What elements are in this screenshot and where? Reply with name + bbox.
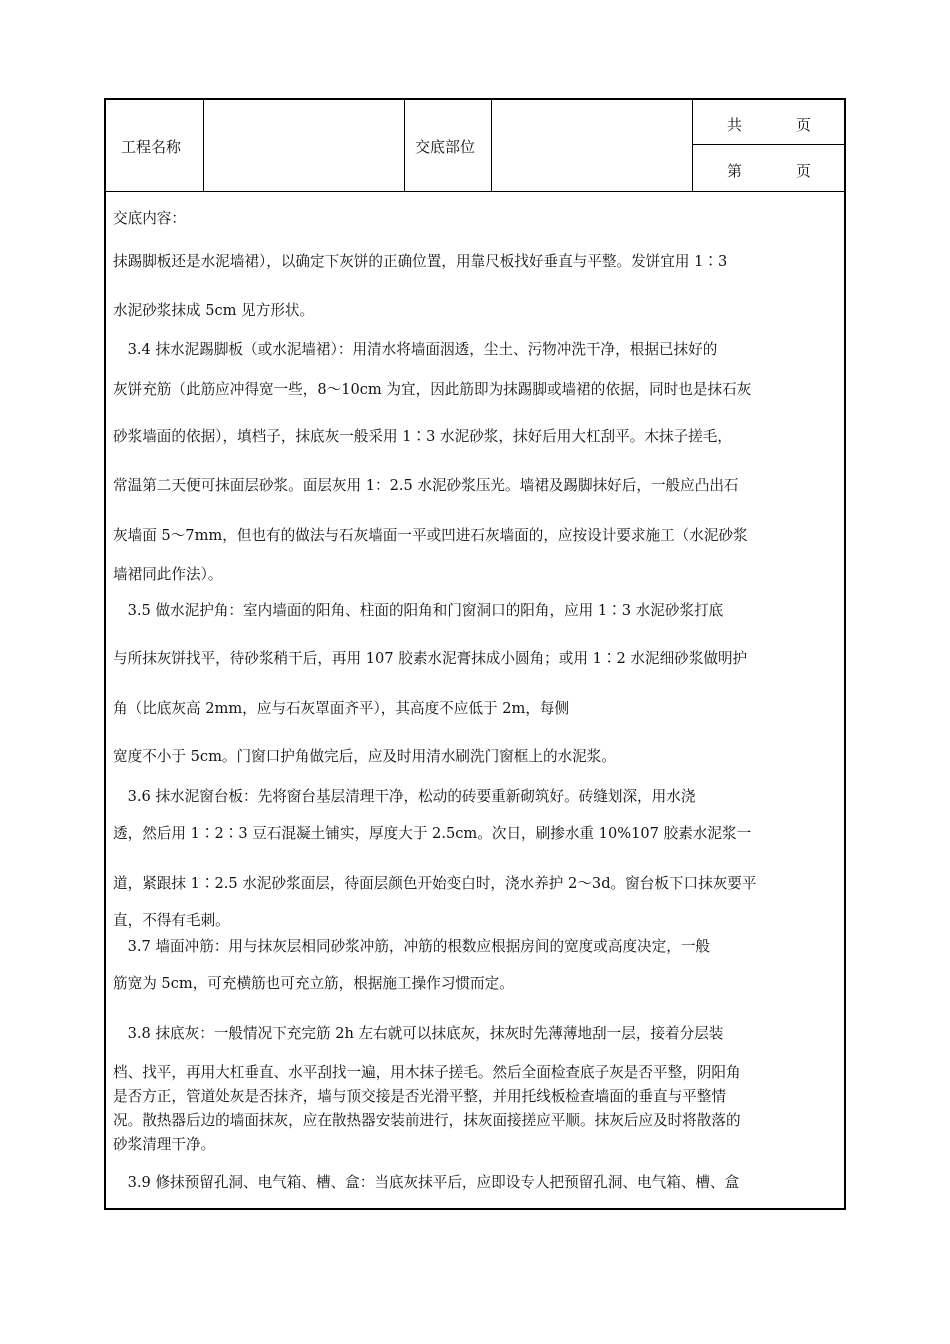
content-line: 是否方正，管道处灰是否抹齐，墙与顶交接是否光滑平整，并用托线板检查墙面的垂直与平整情 (113, 1088, 726, 1105)
content-line: 常温第二天便可抹面层砂浆。面层灰用 1：2.5 水泥砂浆压光。墙裙及踢脚抹好后，一般应凸出石 (113, 477, 739, 494)
content-line: 直，不得有毛刺。 (113, 912, 230, 929)
content-line: 与所抹灰饼找平，待砂浆稍干后，再用 107 胶素水泥膏抹成小圆角；或用 1∶2 水泥细砂浆做明护 (113, 650, 748, 667)
content-line: 筋宽为 5cm，可充横筋也可充立筋，根据施工操作习惯而定。 (113, 975, 514, 992)
header-divider (203, 99, 204, 191)
content-line: 灰墙面 5～7mm，但也有的做法与石灰墙面一平或凹进石灰墙面的，应按设计要求施工（水泥砂浆 (113, 527, 748, 544)
content-line: 3.9 修抹预留孔洞、电气箱、槽、盒：当底灰抹平后，应即设专人把预留孔洞、电气箱、槽、盒 (113, 1174, 740, 1191)
project-name-label: 工程名称 (121, 138, 182, 156)
content-line: 3.4 抹水泥踢脚板（或水泥墙裙）：用清水将墙面洇透，尘土、污物冲洗干净，根据已抹好的 (113, 341, 718, 358)
content-line: 3.8 抹底灰：一般情况下充完筋 2h 左右就可以抹底灰，抹灰时先薄薄地刮一层，接着分层装 (113, 1025, 724, 1042)
content-line: 3.5 做水泥护角：室内墙面的阳角、柱面的阳角和门窗洞口的阳角，应用 1∶3 水泥砂浆打底 (113, 602, 724, 619)
header-divider (692, 144, 845, 145)
content-line: 砂浆清理干净。 (113, 1136, 216, 1153)
content-line: 档、找平，再用大杠垂直、水平刮找一遍，用木抹子搓毛。然后全面检查底子灰是否平整，阴阳角 (113, 1064, 741, 1081)
header-divider (404, 99, 405, 191)
content-line: 3.7 墙面冲筋：用与抹灰层相同砂浆冲筋，冲筋的根数应根据房间的宽度或高度决定，一般 (113, 938, 711, 955)
page-number-label: 第 页 (727, 162, 820, 180)
content-line: 道，紧跟抹 1∶2.5 水泥砂浆面层，待面层颜色开始变白时，浇水养护 2～3d。窗台板下口抹灰要平 (113, 875, 757, 892)
content-line: 角（比底灰高 2mm，应与石灰罩面齐平），其高度不应低于 2m，每侧 (113, 700, 570, 717)
content-line: 况。散热器后边的墙面抹灰，应在散热器安装前进行，抹灰面接搓应平顺。抹灰后应及时将散落的 (113, 1112, 741, 1129)
content-line: 3.6 抹水泥窗台板：先将窗台基层清理干净，松动的砖要重新砌筑好。砖缝划深，用水浇 (113, 788, 696, 805)
header-divider (491, 99, 492, 191)
header-bottom-line (105, 191, 845, 192)
content-line: 抹踢脚板还是水泥墙裙），以确定下灰饼的正确位置，用靠尺板找好垂直与平整。发饼宜用 1∶3 (113, 253, 728, 270)
total-pages-label: 共 页 (727, 116, 820, 134)
location-label: 交底部位 (415, 138, 476, 156)
content-label: 交底内容： (113, 210, 186, 227)
content-line: 砂浆墙面的依据），填档子，抹底灰一般采用 1∶3 水泥砂浆，抹好后用大杠刮平。木抹子搓毛， (113, 428, 732, 445)
content-line: 灰饼充筋（此筋应冲得宽一些，8～10cm 为宜，因此筋即为抹踢脚或墙裙的依据，同时也是抹石灰 (113, 381, 752, 398)
header-divider (692, 99, 693, 191)
content-line: 墙裙同此作法）。 (113, 566, 223, 583)
content-line: 透，然后用 1∶2∶3 豆石混凝土铺实，厚度大于 2.5cm。次日，刷掺水重 10%107 胶素水泥浆一 (113, 825, 752, 842)
content-line: 宽度不小于 5cm。门窗口护角做完后，应及时用清水刷洗门窗框上的水泥浆。 (113, 748, 616, 765)
content-line: 水泥砂浆抹成 5cm 见方形状。 (113, 302, 315, 319)
